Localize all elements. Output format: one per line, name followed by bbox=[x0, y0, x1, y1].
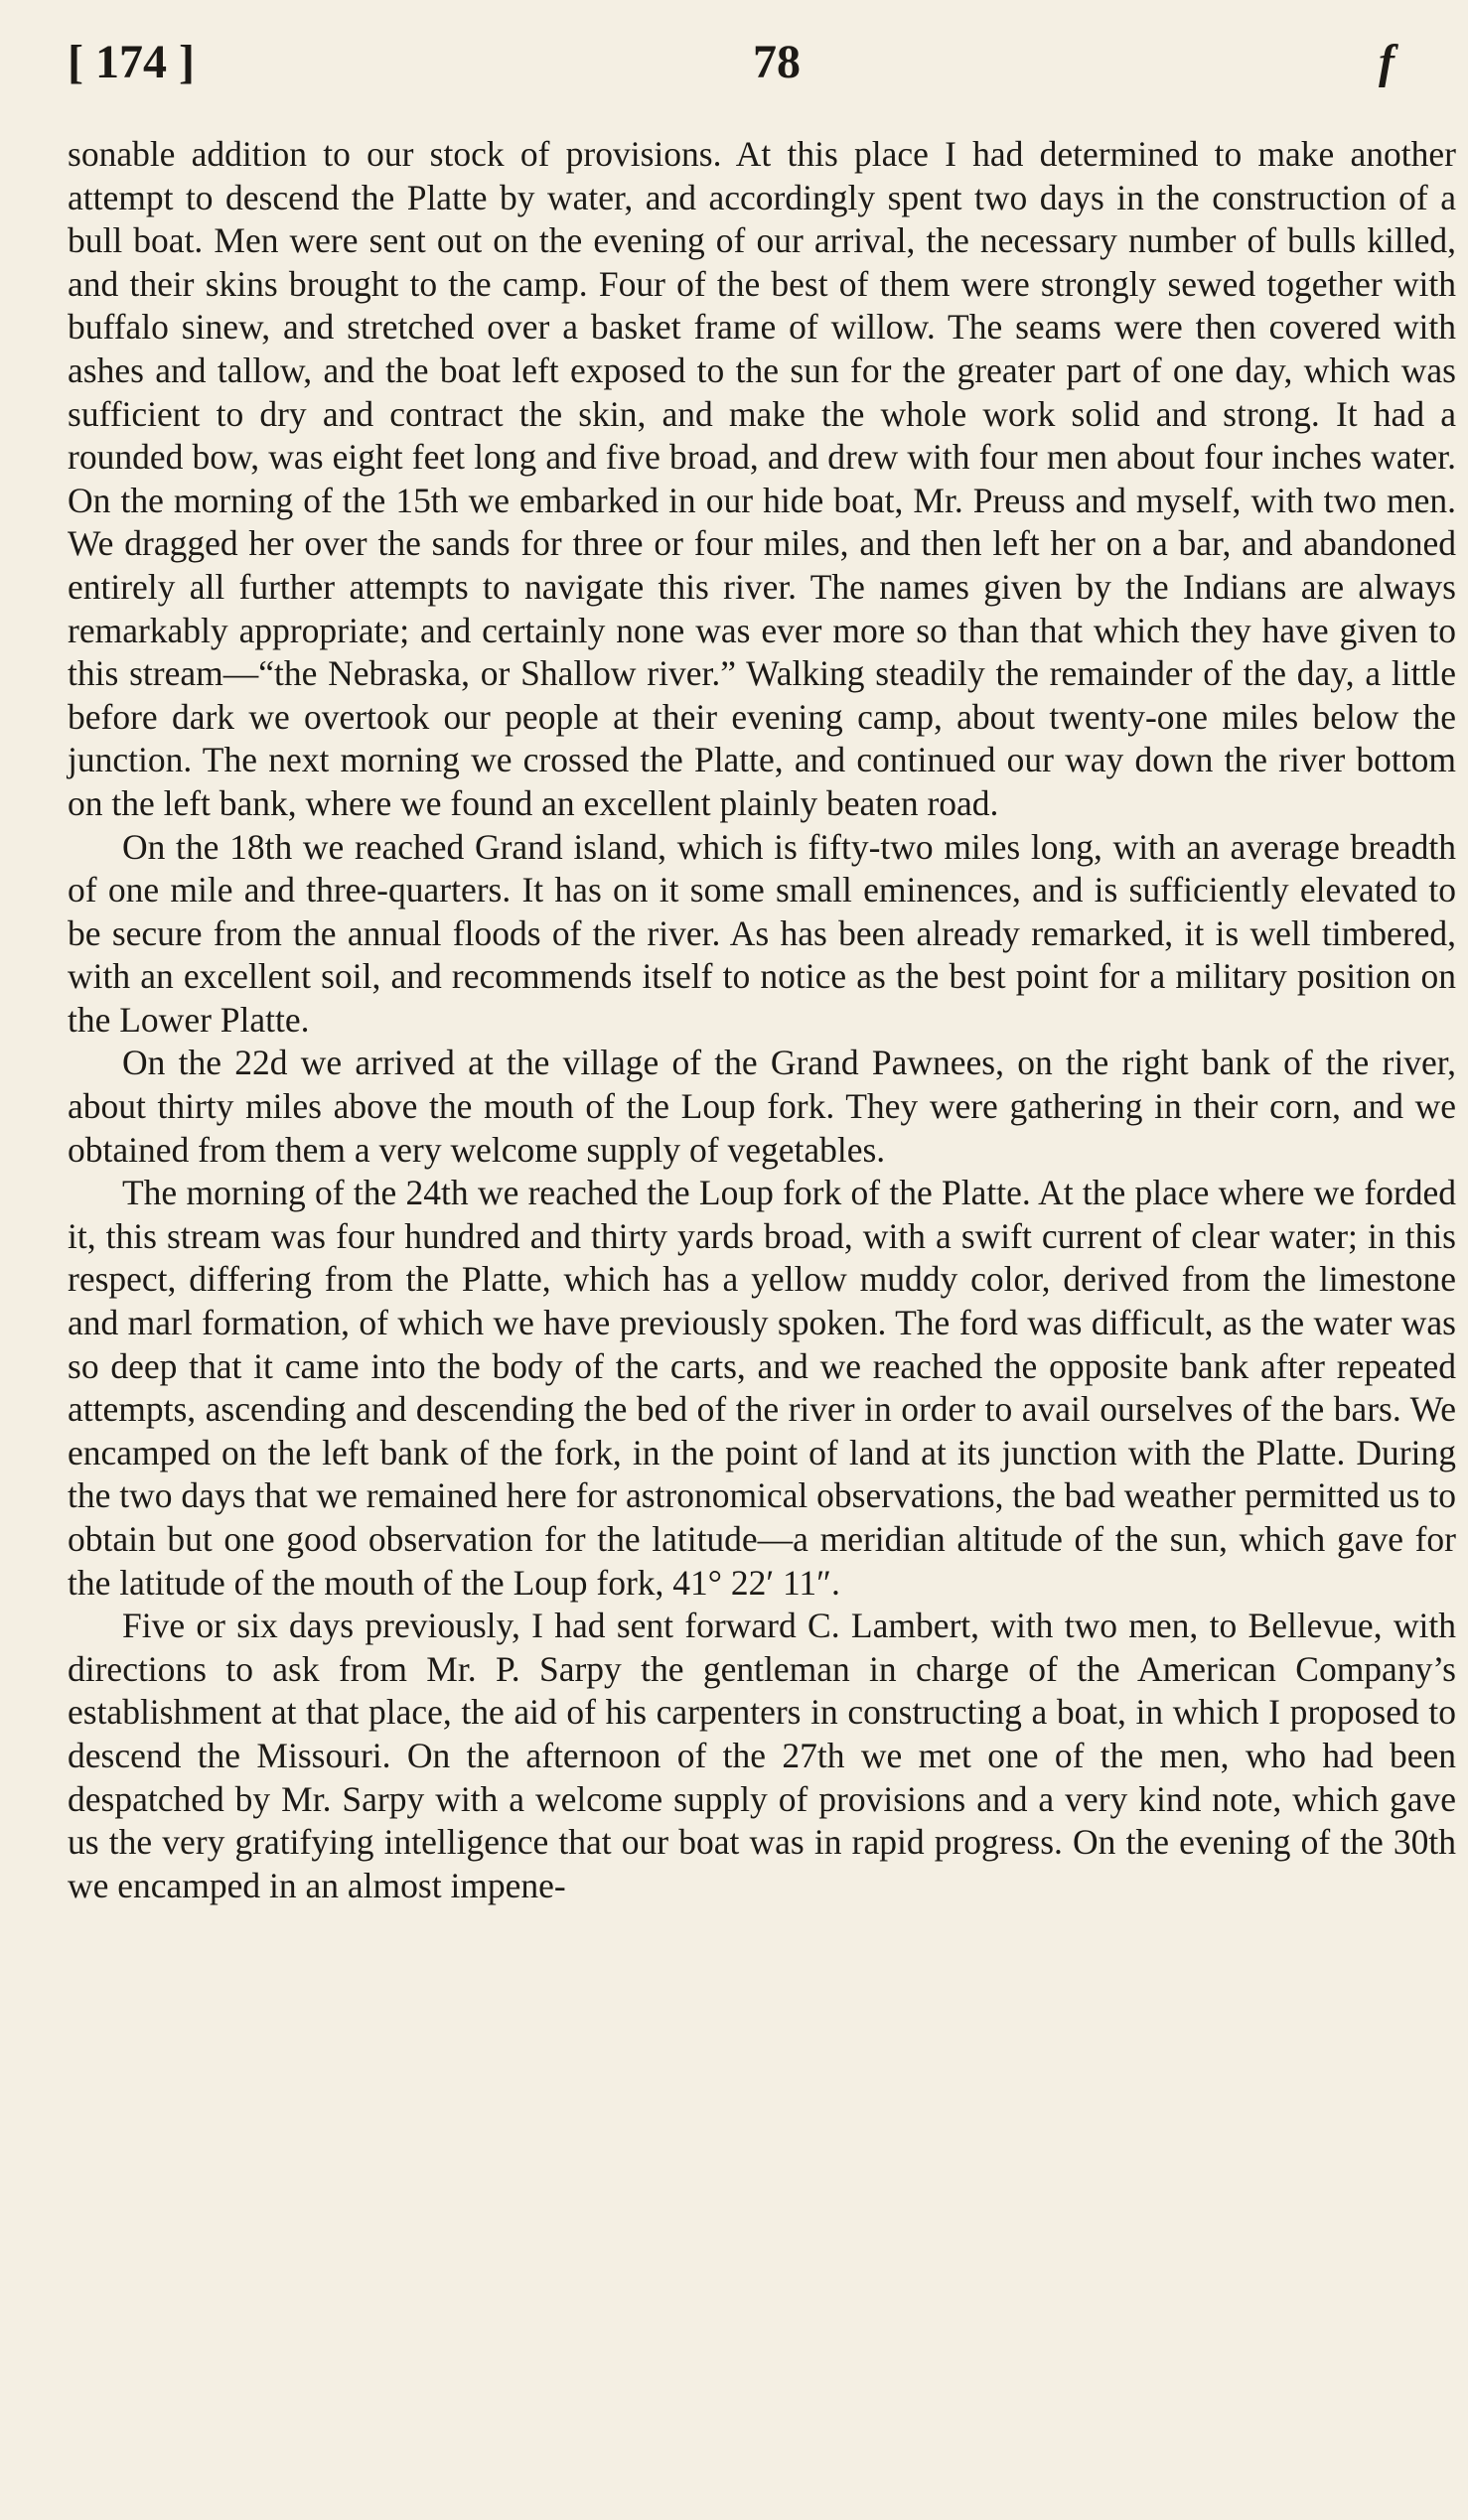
bracketed-page-number: [ 174 ] bbox=[68, 36, 195, 88]
paragraph: On the 18th we reached Grand island, which is fifty-two miles long, with an average breadth of one mile and three-quarters. It has on it some small eminences, and is sufficiently elevated to be secure from the annual floods of the river. As has been already remarked, it is well timbered, with an excellent soil, and recommends itself to notice as the best point for a military position on the Lower Platte. bbox=[68, 826, 1456, 1040]
paragraph-continued: sonable addition to our stock of provisions. At this place I had determined to make another attempt to descend the Platte by water, and accordingly spent two days in the construction of a bull boat. Men were sent out on the evening of our arrival, the necessary number of bulls killed, and their skins brought to the camp. Four of the best of them were strongly sewed together with buffalo sinew, and stretched over a basket frame of willow. The seams were then covered with ashes and tallow, and the boat left exposed to the sun for the greater part of one day, which was sufficient to dry and contract the skin, and make the whole work solid and strong. It had a rounded bow, was eight feet long and five broad, and drew with four men about four inches water. On the morning of the 15th we embarked in our hide boat, Mr. Preuss and myself, with two men. We dragged her over the sands for three or four miles, and then left her on a bar, and abandoned entirely all further attempts to navigate this river. The names given by the Indians are always remarkably appropriate; and certainly none was ever more so than that which they have given to this stream—“the Nebraska, or Shallow river.” Walking steadily the remainder of the day, a little before dark we overtook our people at their evening camp, about twenty-one miles below the junction. The next morning we crossed the Platte, and continued our way down the river bottom on the left bank, where we found an excellent plainly beaten road. bbox=[68, 134, 1456, 823]
body-text bbox=[68, 133, 1456, 1907]
page-header bbox=[68, 28, 1402, 97]
page-number: 78 bbox=[753, 36, 801, 88]
printer-mark: f bbox=[1379, 36, 1395, 88]
paragraph: On the 22d we arrived at the village of the Grand Pawnees, on the right bank of the river, about thirty miles above the mouth of the Loup fork. They were gathering in their corn, and we obtained from them a very welcome supply of vegetables. bbox=[68, 1043, 1456, 1170]
paragraph: The morning of the 24th we reached the Loup fork of the Platte. At the place where we forded it, this stream was four hundred and thirty yards broad, with a swift current of clear water; in this respect, differing from the Platte, which has a yellow muddy color, derived from the limestone and marl formation, of which we have previously spoken. The ford was difficult, as the water was so deep that it came into the body of the carts, and we reached the opposite bank after repeated attempts, ascending and descending the bed of the river in order to avail ourselves of the bars. We encamped on the left bank of the fork, in the point of land at its junction with the Platte. During the two days that we remained here for astronomical observations, the bad weather permitted us to obtain but one good observation for the latitude—a meridian altitude of the sun, which gave for the latitude of the mouth of the Loup fork, 41° 22′ 11″. bbox=[68, 1173, 1456, 1603]
paragraph: Five or six days previously, I had sent forward C. Lambert, with two men, to Bellevue, with directions to ask from Mr. P. Sarpy the gentleman in charge of the American Company’s establishment at that place, the aid of his carpenters in constructing a boat, in which I proposed to descend the Missouri. On the afternoon of the 27th we met one of the men, who had been despatched by Mr. Sarpy with a welcome supply of provisions and a very kind note, which gave us the very gratifying intelligence that our boat was in rapid progress. On the evening of the 30th we encamped in an almost impene- bbox=[68, 1606, 1456, 1905]
